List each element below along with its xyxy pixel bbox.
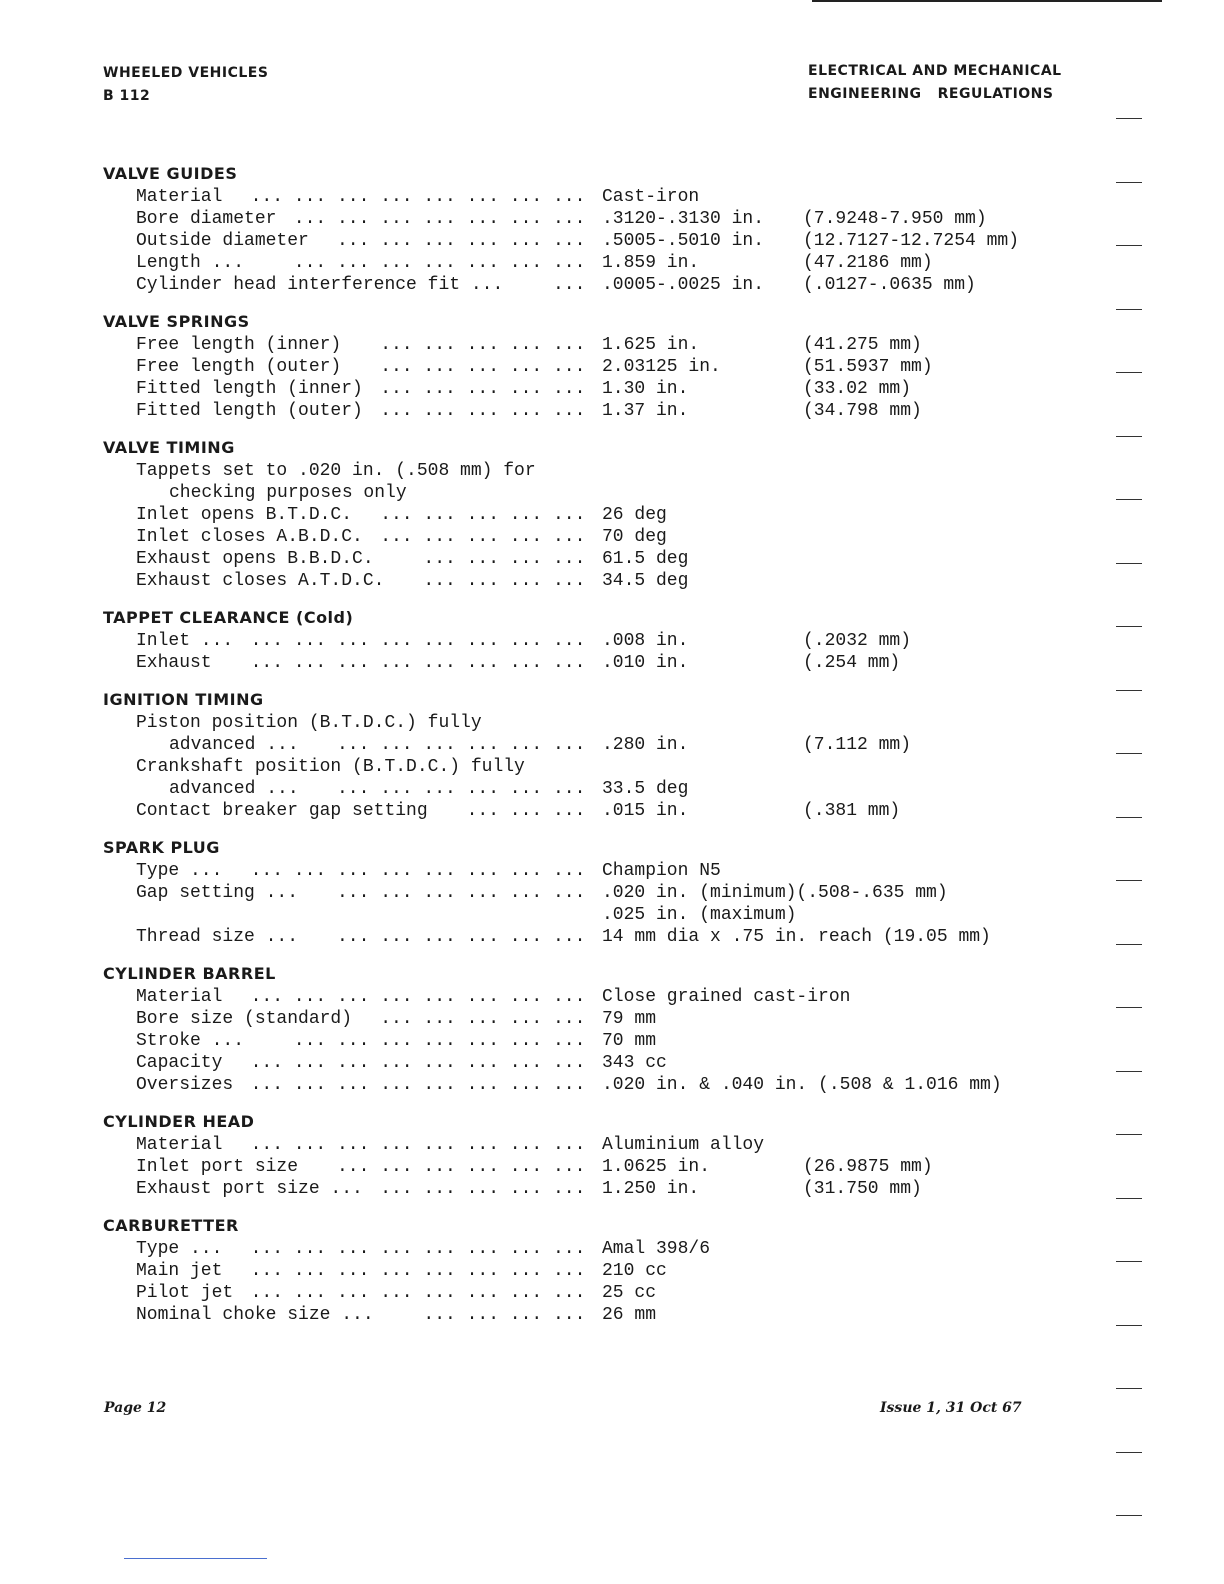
spec-content (103, 162, 1063, 1340)
margin-tick (1116, 817, 1142, 818)
spec-row: Type ... ... ... ... ... ... ... ... ... Amal 398/6 (136, 1239, 711, 1259)
header-title-line1: ELECTRICAL AND MECHANICAL (808, 63, 1062, 79)
spec-value: .5005-.5010 in. (602, 231, 765, 251)
top-rule (812, 0, 1162, 2)
spec-row: Inlet ... ... ... ... ... ... ... ... ... .008 in. (.2032 mm) (136, 631, 912, 651)
spec-row: Cylinder head interference fit ... ... .0005-.0025 in. (.0127-.0635 mm) (136, 275, 976, 295)
spec-row: Exhaust closes A.T.D.C. ... ... ... ... 34.5 deg (136, 571, 689, 591)
spec-metric: (34.798 mm) (803, 401, 922, 421)
spec-value: 26 deg (602, 505, 667, 525)
spec-row: Free length (inner) ... ... ... ... ... 1.625 in. (41.275 mm) (136, 335, 922, 355)
spec-label: Exhaust (136, 653, 212, 673)
spec-value: .020 in. & .040 in. (.508 & 1.016 mm) (602, 1075, 1002, 1095)
spec-label: Crankshaft position (B.T.D.C.) fully (136, 757, 525, 777)
spec-label: Material (136, 1135, 223, 1155)
spec-label: Type ... (136, 1239, 223, 1259)
spec-value: 343 cc (602, 1053, 667, 1073)
header-right (808, 60, 1062, 106)
margin-tick (1116, 1515, 1142, 1516)
spec-value: .015 in. (602, 801, 689, 821)
spec-label: Inlet opens B.T.D.C. (136, 505, 353, 525)
spec-row: Capacity ... ... ... ... ... ... ... ... 343 cc (136, 1053, 667, 1073)
spec-value: 34.5 deg (602, 571, 689, 591)
spec-value: Aluminium alloy (602, 1135, 765, 1155)
spec-metric: (12.7127-12.7254 mm) (803, 231, 1020, 251)
spec-label: Outside diameter (136, 231, 309, 251)
spec-row: advanced ... ... ... ... ... ... ... 33.5 deg (169, 779, 689, 799)
spec-value: 1.859 in. (602, 253, 700, 273)
spec-value: 1.37 in. (602, 401, 689, 421)
margin-tick (1116, 1452, 1142, 1453)
spec-row: Free length (outer) ... ... ... ... ... 2.03125 in. (51.5937 mm) (136, 357, 933, 377)
spec-value: 1.625 in. (602, 335, 700, 355)
margin-tick (1116, 880, 1142, 881)
spec-label: Type ... (136, 861, 223, 881)
spec-label: Exhaust closes A.T.D.C. (136, 571, 385, 591)
margin-tick (1116, 944, 1142, 945)
margin-tick (1116, 372, 1142, 373)
spec-row: Inlet port size ... ... ... ... ... ... 1.0625 in. (26.9875 mm) (136, 1157, 933, 1177)
header-vehicle-class: WHEELED VEHICLES (103, 65, 269, 81)
spec-value: Amal 398/6 (602, 1239, 711, 1259)
spec-metric: (31.750 mm) (803, 1179, 922, 1199)
spec-row: Nominal choke size ... ... ... ... ... 26 mm (136, 1305, 657, 1325)
spec-row: Material ... ... ... ... ... ... ... ... Cast-iron (136, 187, 700, 207)
spec-label: Length ... (136, 253, 245, 273)
spec-value: Cast-iron (602, 187, 700, 207)
spec-row: Exhaust ... ... ... ... ... ... ... ... .010 in. (.254 mm) (136, 653, 901, 673)
spec-label: Bore size (standard) (136, 1009, 353, 1029)
spec-value: 26 mm (602, 1305, 657, 1325)
spec-value: Champion N5 (602, 861, 721, 881)
spec-label: Capacity (136, 1053, 223, 1073)
spec-label: Nominal choke size ... (136, 1305, 374, 1325)
spec-label: Material (136, 187, 223, 207)
section-2 (103, 436, 1063, 592)
section-title: VALVE GUIDES (103, 164, 238, 183)
section-title: CARBURETTER (103, 1216, 239, 1235)
spec-row (103, 904, 1063, 926)
spec-value: .3120-.3130 in. (602, 209, 765, 229)
spec-row: Gap setting ... ... ... ... ... ... ... .020 in. (minimum)(.508-.635 mm) (136, 883, 948, 903)
section-3 (103, 606, 1063, 674)
section-title: CYLINDER HEAD (103, 1112, 255, 1131)
margin-tick (1116, 118, 1142, 119)
spec-value: 61.5 deg (602, 549, 689, 569)
spec-value: 1.250 in. (602, 1179, 700, 1199)
section-5 (103, 836, 1063, 948)
spec-value: .020 in. (minimum)(.508-.635 mm) (602, 883, 948, 903)
spec-value: 70 mm (602, 1031, 657, 1051)
spec-value: 79 mm (602, 1009, 657, 1029)
spec-row: Pilot jet ... ... ... ... ... ... ... ... 25 cc (136, 1283, 657, 1303)
section-1 (103, 310, 1063, 422)
section-title: SPARK PLUG (103, 838, 220, 857)
section-title: CYLINDER BARREL (103, 964, 276, 983)
margin-tick (1116, 626, 1142, 627)
spec-value: 25 cc (602, 1283, 657, 1303)
spec-label: Inlet ... (136, 631, 234, 651)
section-4 (103, 688, 1063, 822)
margin-tick (1116, 1198, 1142, 1199)
spec-row: Fitted length (outer) ... ... ... ... ... 1.37 in. (34.798 mm) (136, 401, 922, 421)
section-6 (103, 962, 1063, 1096)
spec-value: .0005-.0025 in. (602, 275, 765, 295)
page-number: Page 12 (104, 1400, 167, 1416)
margin-tick (1116, 690, 1142, 691)
section-0 (103, 162, 1063, 296)
section-8 (103, 1214, 1063, 1326)
section-7 (103, 1110, 1063, 1200)
spec-label: Tappets set to .020 in. (.508 mm) for (136, 461, 536, 481)
spec-metric: (47.2186 mm) (803, 253, 933, 273)
spec-row (103, 482, 1063, 504)
spec-label: Exhaust port size ... (136, 1179, 363, 1199)
spec-label: Stroke ... (136, 1031, 245, 1051)
spec-metric: (33.02 mm) (803, 379, 912, 399)
spec-metric: (26.9875 mm) (803, 1157, 933, 1177)
spec-metric: (7.9248-7.950 mm) (803, 209, 987, 229)
margin-tick (1116, 245, 1142, 246)
spec-label: Free length (outer) (136, 357, 342, 377)
spec-metric: (51.5937 mm) (803, 357, 933, 377)
spec-row: Oversizes ... ... ... ... ... ... ... ... .020 in. & .040 in. (.508 & 1.016 mm) (136, 1075, 1002, 1095)
spec-row: Thread size ... ... ... ... ... ... ... 14 mm dia x .75 in. reach (19.05 mm) (136, 927, 991, 947)
spec-label: Oversizes (136, 1075, 234, 1095)
issue-date: Issue 1, 31 Oct 67 (880, 1400, 1022, 1416)
spec-row (103, 756, 1063, 778)
spec-value: 1.0625 in. (602, 1157, 711, 1177)
spec-value: 2.03125 in. (602, 357, 721, 377)
spec-label: advanced ... (169, 779, 299, 799)
margin-tick (1116, 499, 1142, 500)
margin-tick (1116, 1261, 1142, 1262)
spec-row: Exhaust port size ... ... ... ... ... ... 1.250 in. (31.750 mm) (136, 1179, 922, 1199)
spec-label: Gap setting ... (136, 883, 299, 903)
spec-value: 14 mm dia x .75 in. reach (19.05 mm) (602, 927, 991, 947)
spec-label: Inlet closes A.B.D.C. (136, 527, 363, 547)
spec-row: Exhaust opens B.B.D.C. ... ... ... ... 61.5 deg (136, 549, 689, 569)
spec-value: 33.5 deg (602, 779, 689, 799)
spec-metric: (.2032 mm) (803, 631, 912, 651)
spec-value: 1.30 in. (602, 379, 689, 399)
margin-tick (1116, 1388, 1142, 1389)
spec-label: Main jet (136, 1261, 223, 1281)
spec-label: Pilot jet (136, 1283, 234, 1303)
spec-metric: (.254 mm) (803, 653, 901, 673)
spec-value: 70 deg (602, 527, 667, 547)
spec-value: .010 in. (602, 653, 689, 673)
spec-row: Length ... ... ... ... ... ... ... ... 1.859 in. (47.2186 mm) (136, 253, 933, 273)
spec-row: advanced ... ... ... ... ... ... ... .280 in. (7.112 mm) (169, 735, 912, 755)
spec-label: Fitted length (outer) (136, 401, 363, 421)
spec-row: Material ... ... ... ... ... ... ... ... Aluminium alloy (136, 1135, 765, 1155)
header-document-code: B 112 (103, 88, 151, 104)
spec-label: Bore diameter (136, 209, 277, 229)
spec-row: Fitted length (inner) ... ... ... ... ... 1.30 in. (33.02 mm) (136, 379, 912, 399)
spec-label: Inlet port size (136, 1157, 299, 1177)
spec-value: .025 in. (maximum) (602, 905, 797, 925)
spec-row: Inlet opens B.T.D.C. ... ... ... ... ... 26 deg (136, 505, 667, 525)
spec-label: Thread size ... (136, 927, 299, 947)
spec-label: Material (136, 987, 223, 1007)
spec-value: .280 in. (602, 735, 689, 755)
spec-value: .008 in. (602, 631, 689, 651)
spec-value: Close grained cast-iron (602, 987, 851, 1007)
section-title: VALVE TIMING (103, 438, 235, 457)
spec-metric: (.0127-.0635 mm) (803, 275, 976, 295)
margin-tick (1116, 1007, 1142, 1008)
section-title: VALVE SPRINGS (103, 312, 250, 331)
spec-row: Bore size (standard) ... ... ... ... ... 79 mm (136, 1009, 657, 1029)
spec-label: checking purposes only (169, 483, 407, 503)
margin-tick (1116, 182, 1142, 183)
spec-metric: (7.112 mm) (803, 735, 912, 755)
spec-label: Contact breaker gap setting (136, 801, 428, 821)
spec-row: Type ... ... ... ... ... ... ... ... ... Champion N5 (136, 861, 721, 881)
spec-label: Piston position (B.T.D.C.) fully (136, 713, 482, 733)
margin-tick (1116, 436, 1142, 437)
margin-tick (1116, 1134, 1142, 1135)
margin-tick (1116, 1325, 1142, 1326)
spec-row: Outside diameter ... ... ... ... ... ... .5005-.5010 in. (12.7127-12.7254 mm) (136, 231, 1020, 251)
section-title: IGNITION TIMING (103, 690, 264, 709)
margin-tick (1116, 1071, 1142, 1072)
spec-label: Exhaust opens B.B.D.C. (136, 549, 374, 569)
header-left (103, 62, 268, 108)
spec-row (103, 460, 1063, 482)
margin-tick (1116, 753, 1142, 754)
margin-tick (1116, 309, 1142, 310)
spec-metric: (.381 mm) (803, 801, 901, 821)
spec-row: Inlet closes A.B.D.C. ... ... ... ... ... 70 deg (136, 527, 667, 547)
spec-label: Fitted length (inner) (136, 379, 363, 399)
header-title-line2: ENGINEERING REGULATIONS (808, 86, 1054, 102)
spec-row: Main jet ... ... ... ... ... ... ... ... 210 cc (136, 1261, 667, 1281)
spec-metric: (41.275 mm) (803, 335, 922, 355)
spec-row (103, 712, 1063, 734)
spec-label: Cylinder head interference fit ... (136, 275, 504, 295)
margin-tick (1116, 563, 1142, 564)
spec-value: 210 cc (602, 1261, 667, 1281)
spec-row: Contact breaker gap setting ... ... ... .015 in. (.381 mm) (136, 801, 901, 821)
spec-row: Material ... ... ... ... ... ... ... ... Close grained cast-iron (136, 987, 851, 1007)
section-title: TAPPET CLEARANCE (Cold) (103, 608, 354, 627)
spec-label: advanced ... (169, 735, 299, 755)
spec-label: Free length (inner) (136, 335, 342, 355)
spec-row: Bore diameter ... ... ... ... ... ... ... .3120-.3130 in. (7.9248-7.950 mm) (136, 209, 987, 229)
bottom-rule (124, 1558, 267, 1559)
spec-row: Stroke ... ... ... ... ... ... ... ... 70 mm (136, 1031, 657, 1051)
